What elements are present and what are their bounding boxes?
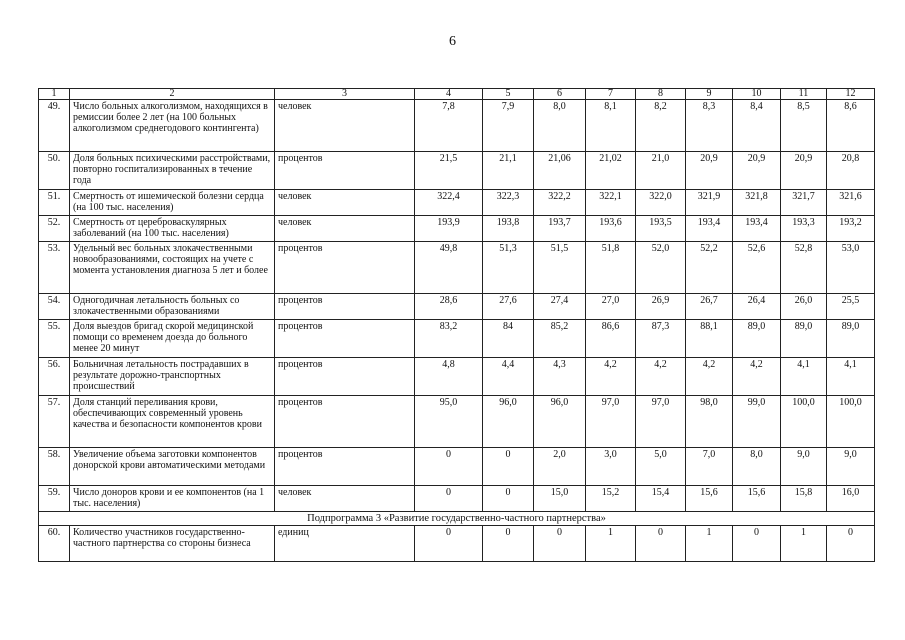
value-cell: 89,0 bbox=[781, 320, 827, 358]
indicator-name: Число больных алкоголизмом, находящихся в ремиссии более 2 лет (на 100 больных алкоголизмом среднегодового контингента) bbox=[70, 100, 275, 152]
unit-of-measure: процентов bbox=[275, 358, 415, 396]
value-cell: 96,0 bbox=[483, 396, 534, 448]
unit-of-measure: процентов bbox=[275, 294, 415, 320]
value-cell: 193,2 bbox=[827, 216, 875, 242]
value-cell: 85,2 bbox=[534, 320, 586, 358]
value-cell: 4,2 bbox=[636, 358, 686, 396]
value-cell: 8,0 bbox=[534, 100, 586, 152]
value-cell: 193,6 bbox=[586, 216, 636, 242]
column-header: 1 bbox=[39, 89, 70, 100]
indicator-name: Смертность от ишемической болезни сердца (на 100 тыс. населения) bbox=[70, 190, 275, 216]
row-number: 59. bbox=[39, 486, 70, 512]
column-header: 3 bbox=[275, 89, 415, 100]
table-body-subprogram-3 bbox=[39, 526, 875, 562]
section-row bbox=[39, 512, 875, 526]
value-cell: 193,4 bbox=[733, 216, 781, 242]
value-cell: 322,4 bbox=[415, 190, 483, 216]
row-number: 50. bbox=[39, 152, 70, 190]
unit-of-measure: процентов bbox=[275, 320, 415, 358]
value-cell: 51,8 bbox=[586, 242, 636, 294]
indicator-name: Доля больных психическими расстройствами, повторно госпитализированных в течение года bbox=[70, 152, 275, 190]
value-cell: 193,9 bbox=[415, 216, 483, 242]
value-cell: 4,2 bbox=[586, 358, 636, 396]
value-cell: 322,1 bbox=[586, 190, 636, 216]
indicator-name: Больничная летальность пострадавших в результате дорожно-транспортных происшествий bbox=[70, 358, 275, 396]
column-header: 4 bbox=[415, 89, 483, 100]
column-header: 7 bbox=[586, 89, 636, 100]
value-cell: 52,0 bbox=[636, 242, 686, 294]
row-number: 57. bbox=[39, 396, 70, 448]
value-cell: 193,4 bbox=[686, 216, 733, 242]
value-cell: 52,8 bbox=[781, 242, 827, 294]
value-cell: 1 bbox=[686, 526, 733, 562]
table-row bbox=[39, 526, 875, 562]
value-cell: 99,0 bbox=[733, 396, 781, 448]
value-cell: 2,0 bbox=[534, 448, 586, 486]
value-cell: 21,1 bbox=[483, 152, 534, 190]
column-header: 2 bbox=[70, 89, 275, 100]
value-cell: 3,0 bbox=[586, 448, 636, 486]
value-cell: 0 bbox=[415, 448, 483, 486]
value-cell: 21,06 bbox=[534, 152, 586, 190]
value-cell: 193,7 bbox=[534, 216, 586, 242]
value-cell: 8,0 bbox=[733, 448, 781, 486]
row-number: 55. bbox=[39, 320, 70, 358]
value-cell: 321,9 bbox=[686, 190, 733, 216]
value-cell: 0 bbox=[415, 526, 483, 562]
value-cell: 53,0 bbox=[827, 242, 875, 294]
column-header: 12 bbox=[827, 89, 875, 100]
value-cell: 8,3 bbox=[686, 100, 733, 152]
value-cell: 100,0 bbox=[781, 396, 827, 448]
value-cell: 7,0 bbox=[686, 448, 733, 486]
value-cell: 15,4 bbox=[636, 486, 686, 512]
value-cell: 193,8 bbox=[483, 216, 534, 242]
row-number: 60. bbox=[39, 526, 70, 562]
value-cell: 321,8 bbox=[733, 190, 781, 216]
table-row bbox=[39, 190, 875, 216]
value-cell: 9,0 bbox=[781, 448, 827, 486]
value-cell: 21,5 bbox=[415, 152, 483, 190]
value-cell: 49,8 bbox=[415, 242, 483, 294]
value-cell: 51,3 bbox=[483, 242, 534, 294]
indicator-name: Смертность от цереброваскулярных заболеваний (на 100 тыс. населения) bbox=[70, 216, 275, 242]
row-number: 58. bbox=[39, 448, 70, 486]
value-cell: 15,0 bbox=[534, 486, 586, 512]
indicator-name: Доля станций переливания крови, обеспечивающих современный уровень качества и безопасности компонентов крови bbox=[70, 396, 275, 448]
value-cell: 0 bbox=[483, 448, 534, 486]
column-header: 11 bbox=[781, 89, 827, 100]
indicator-name: Число доноров крови и ее компонентов (на 1 тыс. населения) bbox=[70, 486, 275, 512]
indicator-name: Количество участников государственно-частного партнерства со стороны бизнеса bbox=[70, 526, 275, 562]
value-cell: 52,6 bbox=[733, 242, 781, 294]
value-cell: 15,2 bbox=[586, 486, 636, 512]
value-cell: 26,7 bbox=[686, 294, 733, 320]
value-cell: 8,5 bbox=[781, 100, 827, 152]
value-cell: 0 bbox=[534, 526, 586, 562]
value-cell: 15,6 bbox=[686, 486, 733, 512]
page-number: 6 bbox=[449, 34, 456, 49]
value-cell: 95,0 bbox=[415, 396, 483, 448]
column-number-row bbox=[39, 89, 875, 100]
indicator-name: Доля выездов бригад скорой медицинской помощи со временем доезда до больного менее 20 минут bbox=[70, 320, 275, 358]
value-cell: 322,2 bbox=[534, 190, 586, 216]
value-cell: 4,4 bbox=[483, 358, 534, 396]
value-cell: 98,0 bbox=[686, 396, 733, 448]
column-header: 5 bbox=[483, 89, 534, 100]
row-number: 49. bbox=[39, 100, 70, 152]
row-number: 56. bbox=[39, 358, 70, 396]
table-row bbox=[39, 294, 875, 320]
value-cell: 87,3 bbox=[636, 320, 686, 358]
value-cell: 8,4 bbox=[733, 100, 781, 152]
value-cell: 193,3 bbox=[781, 216, 827, 242]
value-cell: 27,4 bbox=[534, 294, 586, 320]
table-row bbox=[39, 448, 875, 486]
value-cell: 4,2 bbox=[733, 358, 781, 396]
value-cell: 7,8 bbox=[415, 100, 483, 152]
value-cell: 89,0 bbox=[733, 320, 781, 358]
value-cell: 28,6 bbox=[415, 294, 483, 320]
unit-of-measure: человек bbox=[275, 190, 415, 216]
value-cell: 0 bbox=[483, 526, 534, 562]
unit-of-measure: процентов bbox=[275, 152, 415, 190]
value-cell: 5,0 bbox=[636, 448, 686, 486]
value-cell: 4,1 bbox=[827, 358, 875, 396]
value-cell: 0 bbox=[827, 526, 875, 562]
value-cell: 4,2 bbox=[686, 358, 733, 396]
value-cell: 20,9 bbox=[686, 152, 733, 190]
value-cell: 8,2 bbox=[636, 100, 686, 152]
value-cell: 97,0 bbox=[586, 396, 636, 448]
table-row bbox=[39, 396, 875, 448]
value-cell: 96,0 bbox=[534, 396, 586, 448]
unit-of-measure: единиц bbox=[275, 526, 415, 562]
unit-of-measure: человек bbox=[275, 216, 415, 242]
row-number: 51. bbox=[39, 190, 70, 216]
value-cell: 89,0 bbox=[827, 320, 875, 358]
value-cell: 8,6 bbox=[827, 100, 875, 152]
value-cell: 21,02 bbox=[586, 152, 636, 190]
table-body bbox=[39, 100, 875, 512]
value-cell: 51,5 bbox=[534, 242, 586, 294]
value-cell: 322,3 bbox=[483, 190, 534, 216]
unit-of-measure: человек bbox=[275, 486, 415, 512]
value-cell: 27,0 bbox=[586, 294, 636, 320]
value-cell: 26,4 bbox=[733, 294, 781, 320]
unit-of-measure: человек bbox=[275, 100, 415, 152]
row-number: 52. bbox=[39, 216, 70, 242]
row-number: 53. bbox=[39, 242, 70, 294]
section-title: Подпрограмма 3 «Развитие государственно-частного партнерства» bbox=[39, 512, 875, 526]
value-cell: 20,9 bbox=[733, 152, 781, 190]
value-cell: 321,6 bbox=[827, 190, 875, 216]
table-row bbox=[39, 320, 875, 358]
column-header: 6 bbox=[534, 89, 586, 100]
value-cell: 0 bbox=[483, 486, 534, 512]
value-cell: 321,7 bbox=[781, 190, 827, 216]
value-cell: 0 bbox=[415, 486, 483, 512]
indicator-name: Одногодичная летальность больных со злокачественными образованиями bbox=[70, 294, 275, 320]
value-cell: 4,1 bbox=[781, 358, 827, 396]
value-cell: 9,0 bbox=[827, 448, 875, 486]
value-cell: 16,0 bbox=[827, 486, 875, 512]
value-cell: 4,3 bbox=[534, 358, 586, 396]
value-cell: 26,0 bbox=[781, 294, 827, 320]
indicator-name: Увеличение объема заготовки компонентов донорской крови автоматическими методами bbox=[70, 448, 275, 486]
value-cell: 26,9 bbox=[636, 294, 686, 320]
value-cell: 83,2 bbox=[415, 320, 483, 358]
value-cell: 15,8 bbox=[781, 486, 827, 512]
column-header: 8 bbox=[636, 89, 686, 100]
column-header: 9 bbox=[686, 89, 733, 100]
value-cell: 20,8 bbox=[827, 152, 875, 190]
table-row bbox=[39, 216, 875, 242]
value-cell: 20,9 bbox=[781, 152, 827, 190]
indicators-table bbox=[38, 88, 875, 562]
table-row bbox=[39, 100, 875, 152]
value-cell: 7,9 bbox=[483, 100, 534, 152]
value-cell: 21,0 bbox=[636, 152, 686, 190]
table-row bbox=[39, 358, 875, 396]
table-row bbox=[39, 486, 875, 512]
value-cell: 52,2 bbox=[686, 242, 733, 294]
unit-of-measure: процентов bbox=[275, 448, 415, 486]
value-cell: 322,0 bbox=[636, 190, 686, 216]
unit-of-measure: процентов bbox=[275, 242, 415, 294]
value-cell: 27,6 bbox=[483, 294, 534, 320]
table-row bbox=[39, 152, 875, 190]
value-cell: 4,8 bbox=[415, 358, 483, 396]
value-cell: 86,6 bbox=[586, 320, 636, 358]
table-row bbox=[39, 242, 875, 294]
value-cell: 84 bbox=[483, 320, 534, 358]
indicator-name: Удельный вес больных злокачественными новообразованиями, состоящих на учете с момента установления диагноза 5 лет и более bbox=[70, 242, 275, 294]
value-cell: 100,0 bbox=[827, 396, 875, 448]
row-number: 54. bbox=[39, 294, 70, 320]
column-header: 10 bbox=[733, 89, 781, 100]
value-cell: 88,1 bbox=[686, 320, 733, 358]
value-cell: 8,1 bbox=[586, 100, 636, 152]
value-cell: 25,5 bbox=[827, 294, 875, 320]
value-cell: 1 bbox=[781, 526, 827, 562]
value-cell: 1 bbox=[586, 526, 636, 562]
value-cell: 15,6 bbox=[733, 486, 781, 512]
value-cell: 0 bbox=[636, 526, 686, 562]
value-cell: 0 bbox=[733, 526, 781, 562]
unit-of-measure: процентов bbox=[275, 396, 415, 448]
value-cell: 193,5 bbox=[636, 216, 686, 242]
value-cell: 97,0 bbox=[636, 396, 686, 448]
